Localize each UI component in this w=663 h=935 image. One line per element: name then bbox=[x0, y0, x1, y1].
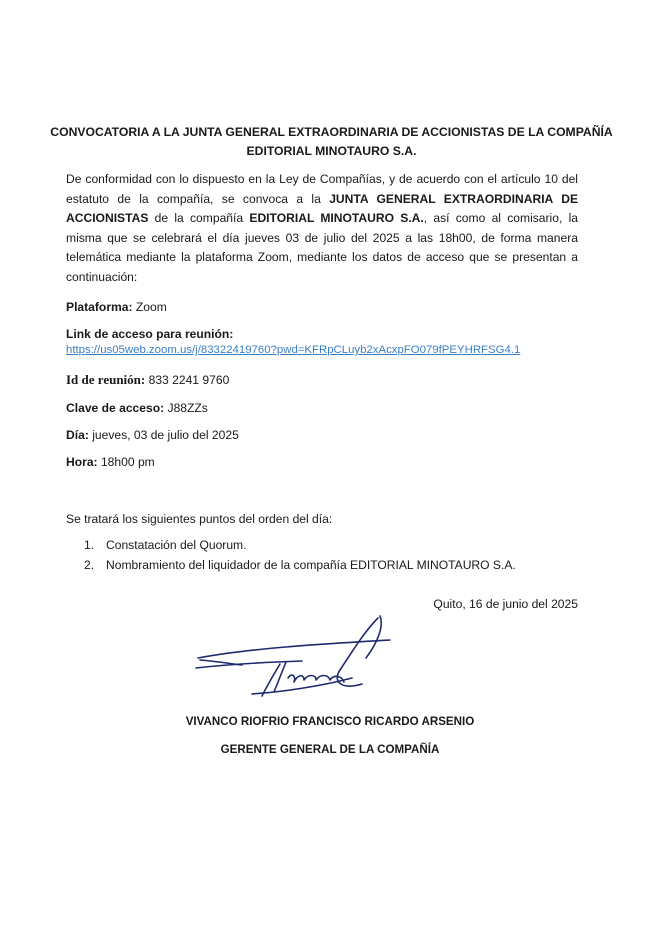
time-field bbox=[66, 454, 155, 470]
meeting-id-label: Id de reunión: bbox=[66, 372, 146, 387]
agenda-list bbox=[84, 536, 516, 575]
intro-text-3: , así como al comisario, la misma que se celebrará el día jueves 03 de julio del 2025 a las 18h00, de forma manera telemática mediante la plataforma Zoom, mediante los datos de acceso que se presentan a continuación: bbox=[66, 211, 578, 284]
agenda-intro: Se tratará los siguientes puntos del orden del día: bbox=[66, 512, 333, 526]
platform-label: Plataforma: bbox=[66, 300, 133, 314]
signer-position: GERENTE GENERAL DE LA COMPAÑÍA bbox=[220, 743, 440, 756]
intro-paragraph bbox=[66, 170, 578, 288]
agenda-item-text: Nombramiento del liquidador de la compañía EDITORIAL MINOTAURO S.A. bbox=[106, 557, 516, 572]
meeting-id-value: 833 2241 9760 bbox=[145, 373, 230, 387]
day-value: jueves, 03 de julio del 2025 bbox=[88, 428, 239, 442]
platform-field bbox=[66, 299, 167, 315]
intro-bold-company: EDITORIAL MINOTAURO S.A. bbox=[249, 211, 424, 226]
title-line-2: EDITORIAL MINOTAURO S.A. bbox=[246, 144, 417, 158]
signer-name: VIVANCO RIOFRIO FRANCISCO RICARDO ARSENIO bbox=[185, 715, 475, 728]
agenda-item-number: 2. bbox=[84, 557, 95, 572]
date-place: Quito, 16 de junio del 2025 bbox=[433, 597, 578, 611]
agenda-item-number: 1. bbox=[84, 538, 95, 552]
password-field bbox=[66, 400, 208, 416]
password-label: Clave de acceso: bbox=[66, 401, 165, 415]
link-field bbox=[66, 326, 233, 342]
zoom-meeting-link[interactable]: https://us05web.zoom.us/j/83322419760?pwd=KFRpCLuyb2xAcxpFO079fPEYHRFSG4.1 bbox=[66, 344, 521, 356]
intro-text-2: de la compañía bbox=[148, 211, 250, 226]
agenda-item bbox=[84, 556, 516, 576]
time-label: Hora: bbox=[66, 455, 98, 469]
meeting-id-field bbox=[66, 372, 229, 388]
link-label: Link de acceso para reunión: bbox=[66, 327, 234, 341]
intro-bold-meeting-type: JUNTA GENERAL EXTRAORDINARIA DE ACCIONISTAS bbox=[66, 191, 579, 226]
signer-block bbox=[100, 708, 560, 764]
handwritten-signature bbox=[192, 612, 392, 704]
day-label: Día: bbox=[66, 428, 89, 442]
document-title bbox=[50, 123, 613, 161]
platform-value: Zoom bbox=[132, 300, 167, 314]
title-line-1: CONVOCATORIA A LA JUNTA GENERAL EXTRAORDINARIA DE ACCIONISTAS DE LA COMPAÑÍA bbox=[50, 125, 613, 139]
agenda-item bbox=[84, 536, 516, 556]
intro-text-1: De conformidad con lo dispuesto en la Ley de Compañías, y de acuerdo con el artículo 10 del estatuto de la compañía, se convoca a la bbox=[66, 172, 578, 206]
day-field bbox=[66, 427, 239, 443]
agenda-item-text: Constatación del Quorum. bbox=[106, 538, 247, 552]
password-value: J88ZZs bbox=[164, 401, 208, 415]
time-value: 18h00 pm bbox=[97, 455, 155, 469]
